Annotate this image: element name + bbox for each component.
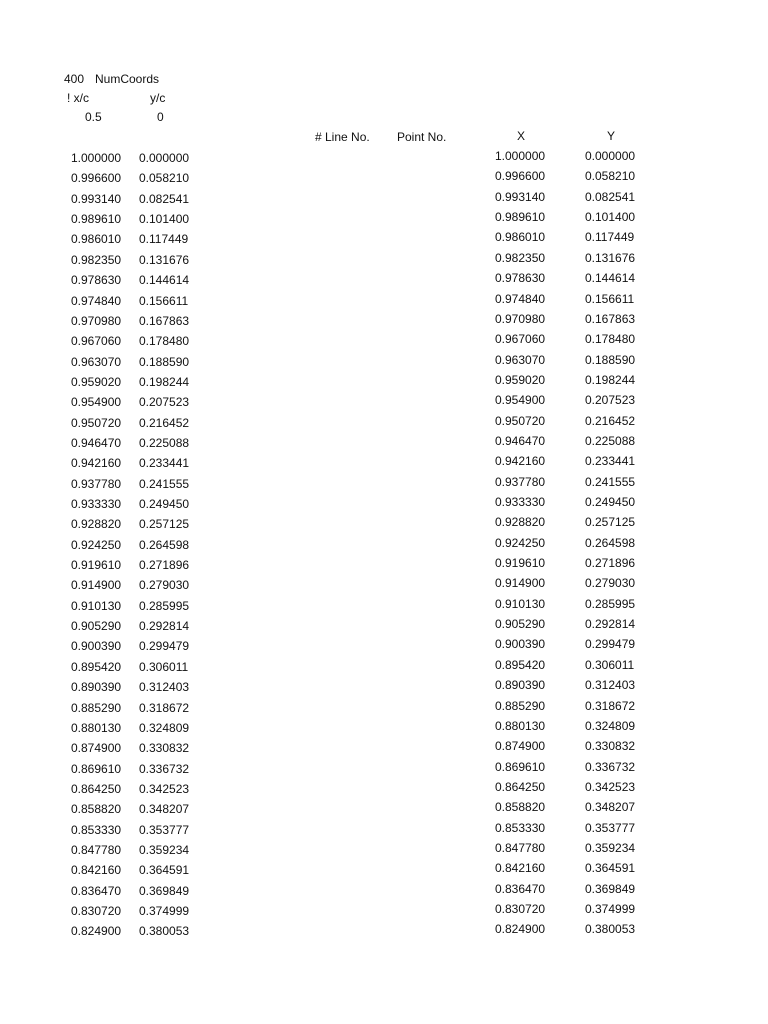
y-coordinate-cell: 0.324809 [139, 720, 190, 735]
right-table-row [0, 841, 768, 855]
y-coordinate-cell: 0.330832 [139, 741, 190, 756]
x-coordinate-cell: 0.905290 [495, 617, 546, 631]
x-coordinate-cell: 0.924250 [495, 535, 546, 550]
y-coordinate-cell: 0.233441 [139, 456, 190, 471]
y-coordinate-cell: 0.299479 [585, 637, 636, 652]
x-coordinate-cell: 0.967060 [495, 332, 546, 347]
x-coordinate-cell: 0.993140 [495, 189, 546, 204]
y-coordinate-cell: 0.299479 [139, 639, 190, 654]
y-coordinate-cell: 0.000000 [585, 149, 636, 163]
right-table-row [0, 658, 768, 672]
x-coordinate-cell: 0.942160 [71, 456, 122, 471]
y-coordinate-cell: 0.336732 [585, 759, 636, 774]
right-table-row [0, 454, 768, 471]
y-coordinate-cell: 0.374999 [585, 902, 636, 916]
y-coordinate-cell: 0.207523 [139, 395, 190, 410]
right-table-row [0, 210, 768, 227]
right-table-row [0, 190, 768, 204]
x-coordinate-cell: 0.933330 [495, 495, 546, 509]
y-coordinate-cell: 0.178480 [139, 334, 190, 349]
x-coordinate-cell: 0.895420 [495, 657, 546, 672]
y-coordinate-cell: 0.188590 [585, 352, 636, 367]
right-table-row [0, 637, 768, 654]
right-table-row [0, 312, 768, 326]
x-coordinate-cell: 0.874900 [495, 739, 546, 754]
y-coordinate-cell: 0.082541 [585, 189, 636, 204]
x-coordinate-cell: 0.967060 [71, 334, 122, 349]
x-coordinate-cell: 0.978630 [495, 271, 546, 286]
x-coordinate-cell: 0.982350 [71, 252, 122, 267]
x-coordinate-cell: 0.963070 [71, 354, 122, 369]
x-coordinate-cell: 0.946470 [71, 435, 122, 450]
x-coordinate-cell: 0.824900 [495, 922, 546, 937]
x-coordinate-cell: 1.000000 [495, 149, 546, 163]
right-table-row [0, 719, 768, 733]
right-table-row [0, 495, 768, 509]
right-table-row [0, 332, 768, 349]
right-table-row [0, 556, 768, 570]
x-coordinate-cell: 0.989610 [71, 212, 122, 227]
x-coordinate-cell: 0.933330 [71, 497, 122, 511]
x-coordinate-cell: 0.830720 [71, 904, 122, 918]
y-coordinate-cell: 0.359234 [139, 842, 190, 857]
x-coordinate-cell: 0.942160 [495, 454, 546, 469]
x-coordinate-cell: 0.910130 [71, 598, 122, 613]
x-coordinate-cell: 0.824900 [71, 924, 122, 939]
y-coordinate-cell: 0.101400 [585, 210, 636, 225]
y-coordinate-cell: 0.225088 [139, 435, 190, 450]
right-table-row [0, 515, 768, 532]
x-coordinate-cell: 0.836470 [495, 881, 546, 896]
x-coordinate-cell: 0.986010 [495, 230, 546, 245]
y-coordinate-cell: 0.264598 [585, 535, 636, 550]
y-coordinate-cell: 0.306011 [139, 659, 189, 674]
y-coordinate-cell: 0.292814 [139, 619, 190, 633]
y-coordinate-cell: 0.249450 [585, 495, 636, 509]
x-coordinate-cell: 0.919610 [495, 556, 546, 570]
right-table-row [0, 739, 768, 756]
y-coordinate-cell: 0.306011 [585, 657, 635, 672]
x-coordinate-cell: 0.905290 [71, 619, 122, 633]
right-table-row [0, 434, 768, 448]
y-coordinate-cell: 0.348207 [139, 802, 190, 817]
x-coordinate-cell: 0.989610 [495, 210, 546, 225]
y-coordinate-cell: 0.271896 [139, 558, 190, 572]
x-coordinate-cell: 0.963070 [495, 352, 546, 367]
x-coordinate-cell: 0.924250 [71, 537, 122, 552]
y-coordinate-cell: 0.318672 [139, 700, 190, 715]
x-coordinate-cell: 0.836470 [71, 883, 122, 898]
right-table-row [0, 922, 768, 939]
x-coordinate-cell: 0.974840 [495, 291, 546, 306]
y-coordinate-cell: 0.257125 [585, 515, 636, 530]
y-coordinate-cell: 0.167863 [585, 311, 636, 326]
right-table-row [0, 678, 768, 695]
reference-x-value: 0.5 [85, 110, 102, 124]
x-coordinate-cell: 0.880130 [71, 720, 122, 735]
x-coordinate-cell: 0.919610 [71, 558, 122, 572]
y-coordinate-cell: 0.207523 [585, 393, 636, 408]
y-coordinate-cell: 0.178480 [585, 332, 636, 347]
y-coordinate-cell: 0.117449 [585, 230, 635, 245]
x-coordinate-cell: 0.869610 [71, 761, 122, 776]
y-coordinate-cell: 0.380053 [585, 922, 636, 937]
right-table-row [0, 414, 768, 428]
y-coordinate-cell: 0.353777 [139, 822, 190, 837]
x-coordinate-cell: 0.847780 [71, 842, 122, 857]
y-coordinate-cell: 0.348207 [585, 800, 636, 815]
y-coordinate-cell: 0.082541 [139, 191, 190, 206]
right-table-row [0, 169, 768, 186]
y-coordinate-cell: 0.369849 [585, 881, 636, 896]
y-coordinate-cell: 0.144614 [139, 273, 190, 288]
x-coordinate-cell: 0.950720 [495, 413, 546, 428]
right-table-row [0, 576, 768, 593]
right-table-row [0, 760, 768, 774]
x-coordinate-cell: 0.900390 [71, 639, 122, 654]
right-table-row [0, 902, 768, 916]
y-coordinate-cell: 0.167863 [139, 313, 190, 328]
x-coordinate-cell: 0.937780 [71, 476, 122, 491]
y-coordinate-cell: 0.364591 [139, 863, 190, 878]
x-coordinate-cell: 0.864250 [495, 779, 546, 794]
y-coordinate-cell: 0.312403 [139, 680, 190, 695]
x-coordinate-cell: 0.959020 [71, 374, 122, 389]
y-coordinate-cell: 0.144614 [585, 271, 636, 286]
y-coordinate-cell: 0.359234 [585, 840, 636, 855]
x-coordinate-cell: 0.847780 [495, 840, 546, 855]
y-coordinate-cell: 0.241555 [585, 474, 636, 489]
y-coordinate-cell: 0.198244 [585, 372, 636, 387]
x-coordinate-cell: 0.880130 [495, 718, 546, 733]
right-table-row [0, 393, 768, 410]
y-coordinate-cell: 0.264598 [139, 537, 190, 552]
y-coordinate-cell: 0.342523 [139, 781, 190, 796]
x-coordinate-cell: 0.996600 [495, 169, 546, 184]
x-coordinate-cell: 0.864250 [71, 781, 122, 796]
y-coordinate-cell: 0.318672 [585, 698, 636, 713]
x-coordinate-cell: 0.974840 [71, 293, 122, 308]
x-coordinate-cell: 0.950720 [71, 415, 122, 430]
x-coordinate-cell: 0.885290 [495, 698, 546, 713]
y-coordinate-cell: 0.058210 [585, 169, 636, 184]
x-coordinate-cell: 0.986010 [71, 232, 122, 247]
comment-xc-label: ! x/c [67, 91, 90, 105]
x-coordinate-cell: 0.858820 [495, 800, 546, 815]
x-coordinate-cell: 0.937780 [495, 474, 546, 489]
x-coordinate-cell: 0.982350 [495, 250, 546, 265]
x-coordinate-cell: 0.993140 [71, 191, 122, 206]
x-coordinate-cell: 0.970980 [495, 311, 546, 326]
right-table-row [0, 699, 768, 713]
y-coordinate-cell: 0.000000 [139, 151, 190, 165]
y-coordinate-cell: 0.058210 [139, 171, 190, 186]
x-coordinate-cell: 0.996600 [71, 171, 122, 186]
right-table-row [0, 861, 768, 878]
right-table-row [0, 475, 768, 489]
y-coordinate-cell: 0.216452 [139, 415, 190, 430]
right-table-row [0, 536, 768, 550]
x-coordinate-cell: 0.830720 [495, 902, 546, 916]
y-coordinate-cell: 0.156611 [585, 291, 635, 306]
x-coordinate-cell: 0.900390 [495, 637, 546, 652]
y-coordinate-cell: 0.279030 [139, 578, 190, 593]
y-coordinate-cell: 0.216452 [585, 413, 636, 428]
y-coordinate-cell: 0.233441 [585, 454, 636, 469]
y-coordinate-cell: 0.336732 [139, 761, 190, 776]
right-table-row [0, 271, 768, 288]
y-coordinate-cell: 0.374999 [139, 904, 190, 918]
x-coordinate-cell: 0.954900 [495, 393, 546, 408]
x-coordinate-cell: 0.858820 [71, 802, 122, 817]
y-coordinate-cell: 0.188590 [139, 354, 190, 369]
y-coordinate-cell: 0.271896 [585, 556, 636, 570]
x-coordinate-cell: 0.910130 [495, 596, 546, 611]
right-table-row [0, 251, 768, 265]
x-coordinate-cell: 0.890390 [71, 680, 122, 695]
right-table-row [0, 149, 768, 163]
x-coordinate-cell: 0.914900 [495, 576, 546, 591]
y-coordinate-cell: 0.330832 [585, 739, 636, 754]
right-table-row [0, 353, 768, 367]
right-table-row [0, 373, 768, 387]
y-coordinate-cell: 0.131676 [139, 252, 190, 267]
line-no-header: # Line No. [315, 130, 370, 144]
y-coordinate-cell: 0.249450 [139, 497, 190, 511]
x-coordinate-cell: 0.885290 [71, 700, 122, 715]
right-table-row [0, 821, 768, 835]
x-coordinate-cell: 0.842160 [71, 863, 122, 878]
y-coordinate-cell: 0.101400 [139, 212, 190, 227]
yc-label: y/c [150, 91, 166, 105]
y-coordinate-cell: 0.156611 [139, 293, 189, 308]
x-coordinate-cell: 0.978630 [71, 273, 122, 288]
x-coordinate-cell: 0.842160 [495, 861, 546, 876]
point-no-header: Point No. [397, 130, 447, 144]
y-coordinate-cell: 0.353777 [585, 820, 636, 835]
x-coordinate-cell: 1.000000 [71, 151, 122, 165]
x-coordinate-cell: 0.874900 [71, 741, 122, 756]
x-coordinate-cell: 0.970980 [71, 313, 122, 328]
x-coordinate-cell: 0.895420 [71, 659, 122, 674]
y-coordinate-cell: 0.369849 [139, 883, 190, 898]
num-points-value: 400 [64, 72, 85, 86]
x-coordinate-cell: 0.914900 [71, 578, 122, 593]
x-column-header: X [517, 129, 526, 143]
x-coordinate-cell: 0.853330 [71, 822, 122, 837]
num-coords-label: NumCoords [95, 72, 160, 86]
x-coordinate-cell: 0.959020 [495, 372, 546, 387]
y-coordinate-cell: 0.257125 [139, 517, 190, 532]
right-table-row [0, 800, 768, 817]
x-coordinate-cell: 0.869610 [495, 759, 546, 774]
x-coordinate-cell: 0.890390 [495, 678, 546, 693]
y-coordinate-cell: 0.279030 [585, 576, 636, 591]
y-coordinate-cell: 0.285995 [139, 598, 190, 613]
right-table-row [0, 292, 768, 306]
y-column-header: Y [607, 129, 616, 143]
right-table-row [0, 780, 768, 794]
y-coordinate-cell: 0.364591 [585, 861, 636, 876]
x-coordinate-cell: 0.946470 [495, 433, 546, 448]
right-table-row [0, 230, 768, 247]
right-table-row [0, 882, 768, 896]
x-coordinate-cell: 0.853330 [495, 820, 546, 835]
reference-y-value: 0 [157, 110, 164, 124]
y-coordinate-cell: 0.241555 [139, 476, 190, 491]
y-coordinate-cell: 0.312403 [585, 678, 636, 693]
y-coordinate-cell: 0.292814 [585, 617, 636, 631]
y-coordinate-cell: 0.117449 [139, 232, 189, 247]
x-coordinate-cell: 0.928820 [71, 517, 122, 532]
y-coordinate-cell: 0.342523 [585, 779, 636, 794]
y-coordinate-cell: 0.285995 [585, 596, 636, 611]
right-table-row [0, 597, 768, 611]
y-coordinate-cell: 0.225088 [585, 433, 636, 448]
y-coordinate-cell: 0.380053 [139, 924, 190, 939]
right-table-row [0, 617, 768, 631]
y-coordinate-cell: 0.131676 [585, 250, 636, 265]
y-coordinate-cell: 0.198244 [139, 374, 190, 389]
x-coordinate-cell: 0.928820 [495, 515, 546, 530]
y-coordinate-cell: 0.324809 [585, 718, 636, 733]
x-coordinate-cell: 0.954900 [71, 395, 122, 410]
